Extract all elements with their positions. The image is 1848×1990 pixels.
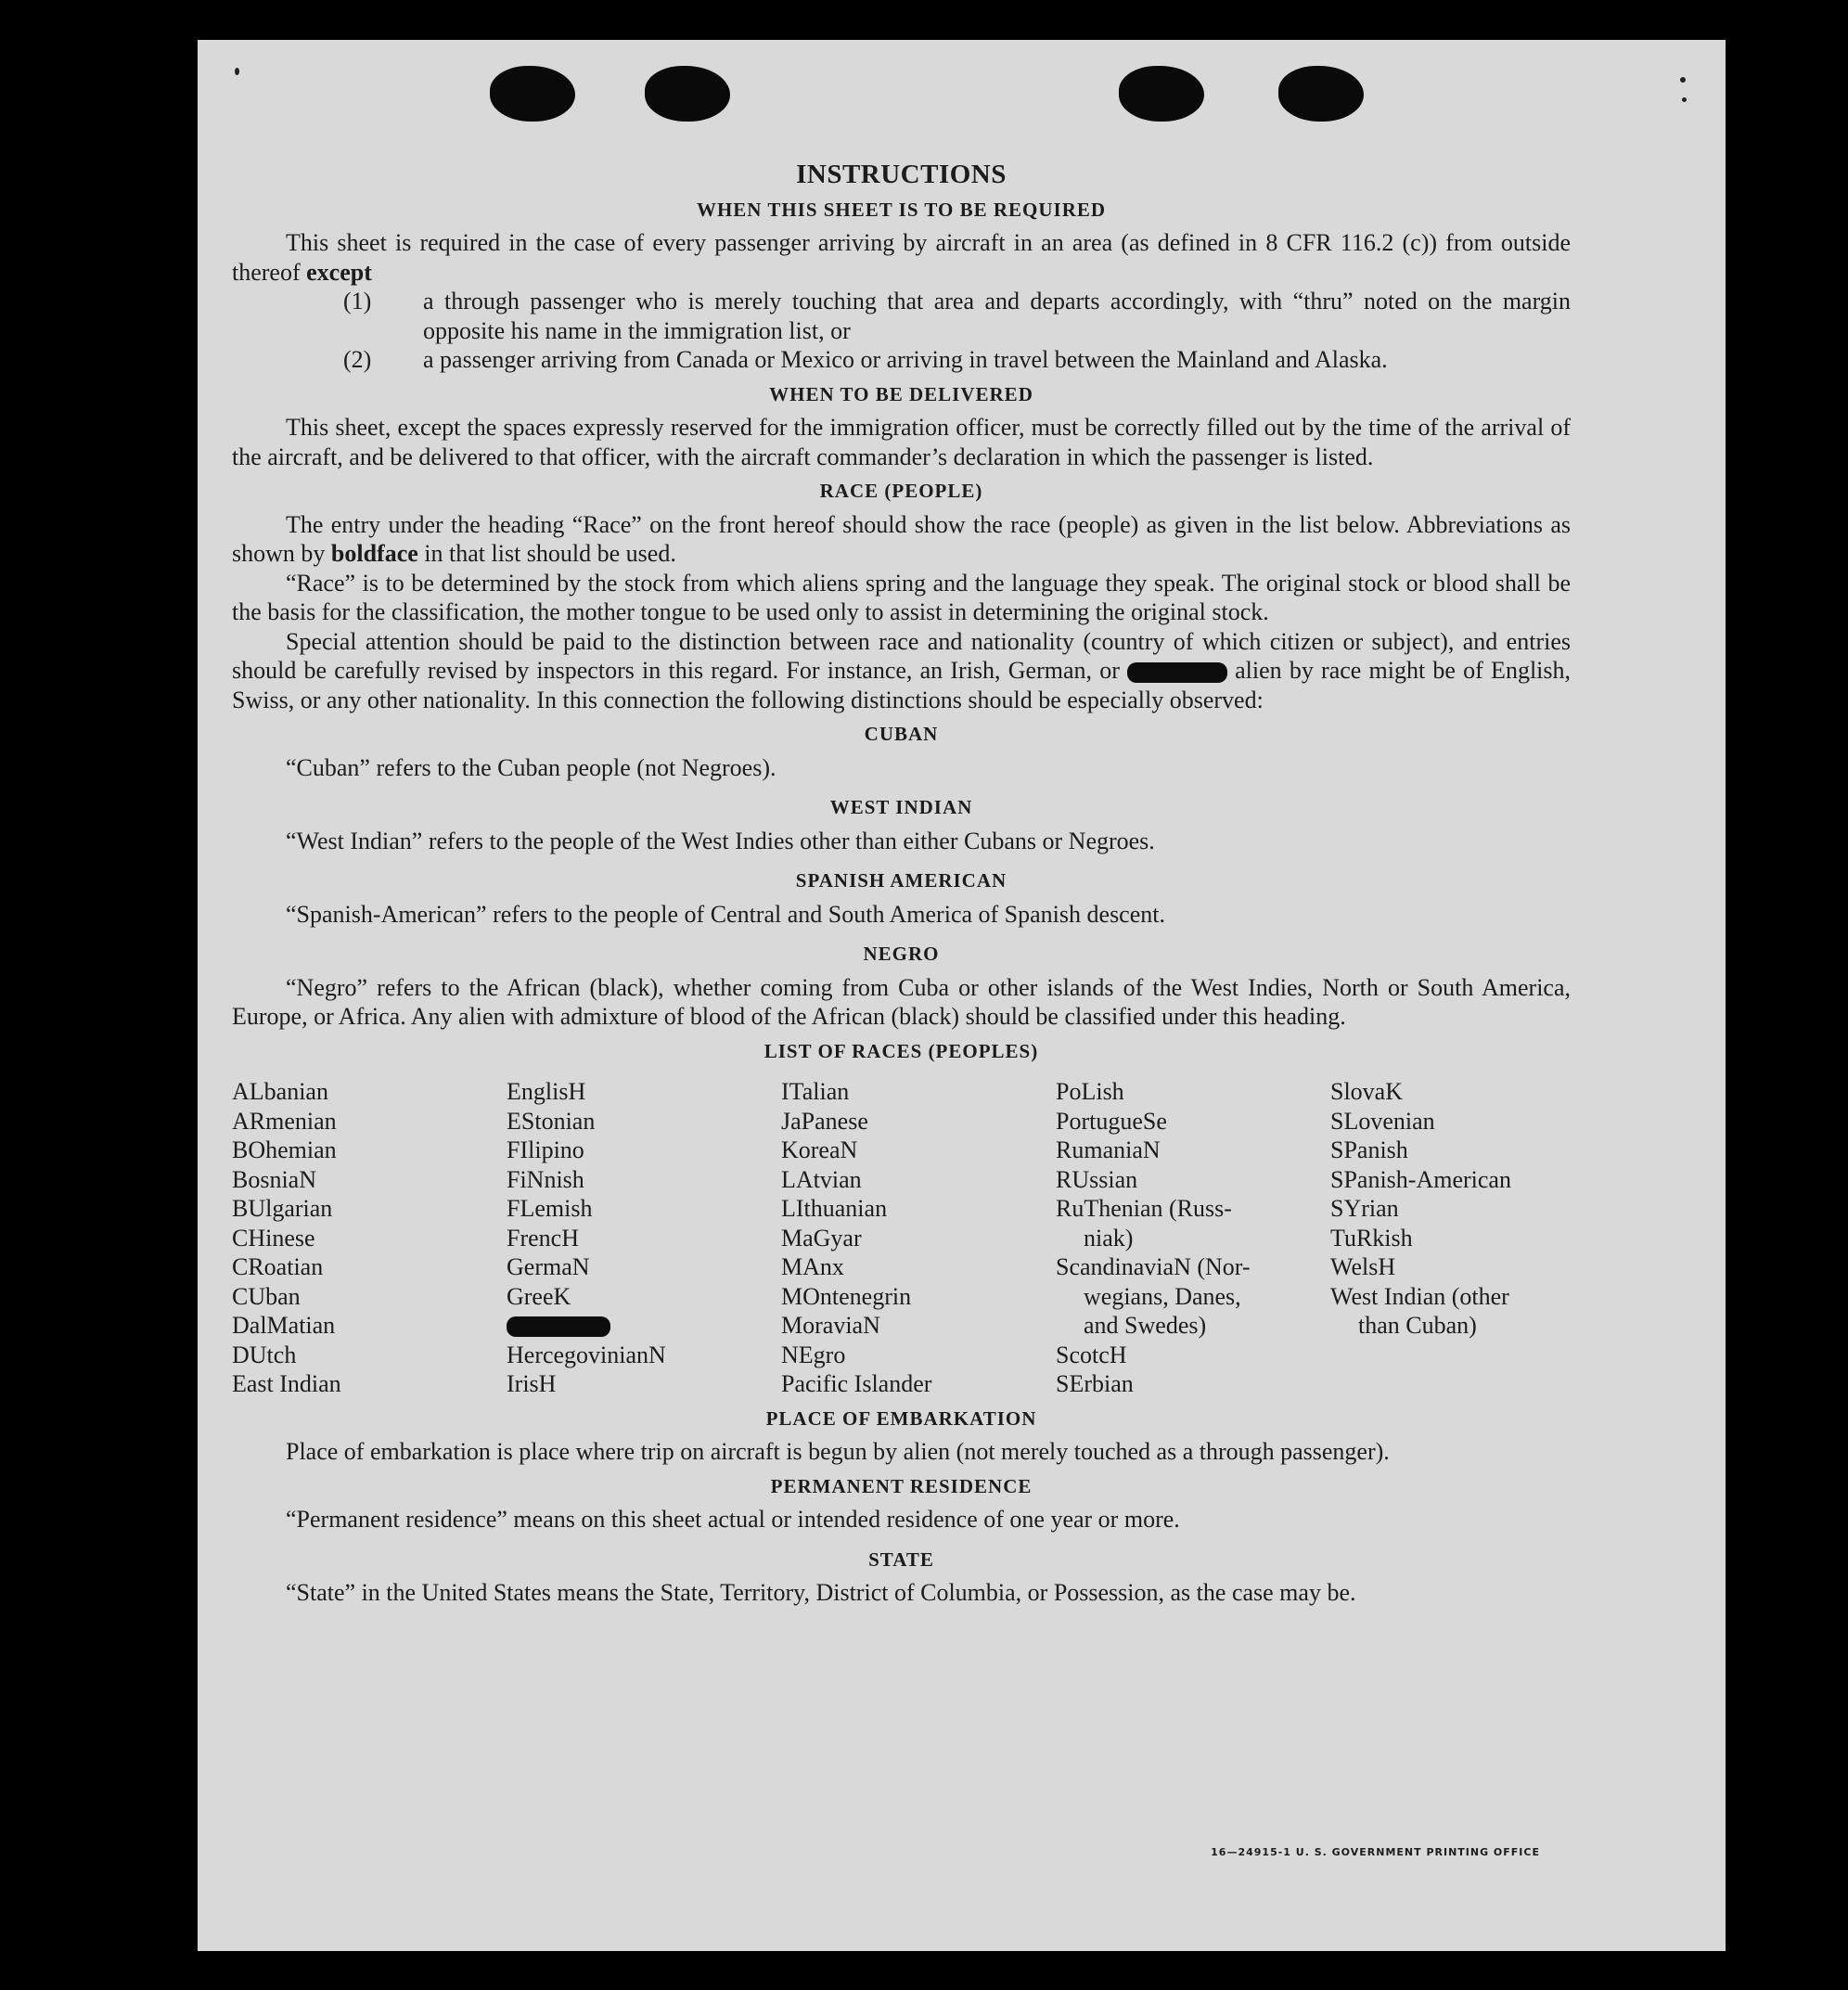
race-entry: SPanish-American bbox=[1330, 1165, 1511, 1193]
race-entry: EnglisH bbox=[507, 1078, 586, 1105]
race-p3-b: alien by race might be of English, Swiss, or any other nationality. In this connection the following distinctions should be especially observed: bbox=[232, 657, 1572, 713]
race-entry: RuThenian (Russ- bbox=[1056, 1195, 1232, 1222]
race-entry: Pacific Islander bbox=[781, 1370, 932, 1397]
race-entry: ScandinaviaN (Nor- bbox=[1056, 1253, 1251, 1280]
race-entry: EStonian bbox=[507, 1107, 596, 1135]
race-entry: GermaN bbox=[507, 1253, 590, 1280]
redaction-mark bbox=[507, 1316, 610, 1337]
race-entry-continued: niak) bbox=[1084, 1224, 1134, 1252]
item-number: (2) bbox=[343, 346, 372, 373]
race-p3-a: Special attention should be paid to the distinction between race and nationality (country of which citizen or subject), and entries should be carefully revised by inspectors in this regard. For instance, an Irish, German, or bbox=[232, 627, 1571, 684]
heading-race: RACE (PEOPLE) bbox=[819, 480, 983, 502]
race-p1-bold: boldface bbox=[330, 540, 418, 567]
required-intro-bold: except bbox=[306, 258, 372, 286]
west-indian-text: “West Indian” refers to the people of the West Indies other than either Cubans or Negroes. bbox=[286, 827, 1155, 854]
races-list bbox=[232, 1077, 1571, 1399]
race-paragraph-2: “Race” is to be determined by the stock from which aliens spring and the language they speak. The original stock or blood shall be the basis for the classification, the mother tongue to be used only to assist in determining the original stock. bbox=[232, 569, 1571, 625]
document-sheet bbox=[198, 40, 1726, 1951]
heading-cuban: CUBAN bbox=[864, 723, 939, 745]
heading-state: STATE bbox=[868, 1547, 934, 1571]
heading-embarkation: PLACE OF EMBARKATION bbox=[765, 1406, 1037, 1430]
race-entry-continued: and Swedes) bbox=[1084, 1312, 1207, 1339]
race-entry: SYrian bbox=[1330, 1195, 1399, 1222]
race-entry: SLovenian bbox=[1330, 1107, 1435, 1135]
race-entry: SErbian bbox=[1056, 1370, 1134, 1397]
race-entry: LIthuanian bbox=[781, 1195, 888, 1222]
residence-text: “Permanent residence” means on this sheet actual or intended residence of one year or more. bbox=[286, 1506, 1180, 1533]
heading-residence: PERMANENT RESIDENCE bbox=[770, 1474, 1033, 1497]
redacted-race-entry bbox=[507, 1311, 781, 1341]
race-entry: PortugueSe bbox=[1056, 1107, 1167, 1135]
races-column bbox=[507, 1077, 781, 1399]
race-entry: BOhemian bbox=[232, 1136, 337, 1163]
race-entry: CRoatian bbox=[232, 1253, 324, 1280]
race-paragraph-3 bbox=[232, 627, 1571, 715]
race-entry: LAtvian bbox=[781, 1165, 862, 1193]
race-entry: NEgro bbox=[781, 1341, 846, 1368]
race-paragraph-1 bbox=[232, 510, 1571, 569]
heading-negro: NEGRO bbox=[863, 943, 940, 965]
race-entry: FiNnish bbox=[507, 1165, 584, 1193]
race-entry: WelsH bbox=[1330, 1253, 1396, 1280]
race-entry: FLemish bbox=[507, 1195, 593, 1222]
heading-west-indian: WEST INDIAN bbox=[829, 796, 973, 818]
page-title: INSTRUCTIONS bbox=[796, 160, 1007, 189]
state-text: “State” in the United States means the State, Territory, District of Columbia, or Possession, as the case may be. bbox=[286, 1579, 1356, 1606]
punch-hole bbox=[490, 66, 575, 122]
race-entry: HercegovinianN bbox=[507, 1341, 666, 1368]
race-entry: ALbanian bbox=[232, 1078, 328, 1105]
negro-text: “Negro” refers to the African (black), whether coming from Cuba or other islands of the West Indies, North or South America, Europe, or Africa. Any alien with admixture of blood of the African (black) should be classified under this heading. bbox=[232, 973, 1571, 1030]
race-entry: JaPanese bbox=[781, 1107, 868, 1135]
heading-delivered: WHEN TO BE DELIVERED bbox=[769, 382, 1033, 405]
race-entry: BUlgarian bbox=[232, 1195, 333, 1222]
race-entry: PoLish bbox=[1056, 1078, 1124, 1105]
delivered-text: This sheet, except the spaces expressly reserved for the immigration officer, must be correctly filled out by the time of the arrival of the aircraft, and be delivered to that officer, with the aircraft commander’s declaration in which the passenger is listed. bbox=[232, 414, 1571, 470]
cuban-text: “Cuban” refers to the Cuban people (not Negroes). bbox=[286, 753, 776, 781]
required-intro bbox=[232, 228, 1571, 287]
required-intro-text: This sheet is required in the case of every passenger arriving by aircraft in an area (as defined in 8 CFR 116.2 (c)) from outside thereof bbox=[232, 229, 1571, 286]
race-entry: MOntenegrin bbox=[781, 1282, 912, 1310]
race-entry: RumaniaN bbox=[1056, 1136, 1161, 1163]
race-entry: MaGyar bbox=[781, 1224, 862, 1252]
races-column bbox=[232, 1077, 507, 1399]
race-entry: DalMatian bbox=[232, 1312, 336, 1339]
item-text: a passenger arriving from Canada or Mexico or arriving in travel between the Mainland and Alaska. bbox=[423, 346, 1388, 373]
race-entry: SPanish bbox=[1330, 1136, 1408, 1163]
race-entry: RUssian bbox=[1056, 1165, 1138, 1193]
speck bbox=[1682, 97, 1687, 102]
races-column bbox=[1056, 1077, 1330, 1399]
embarkation-text: Place of embarkation is place where trip on aircraft is begun by alien (not merely touched as a through passenger). bbox=[286, 1438, 1390, 1465]
race-entry: SlovaK bbox=[1330, 1078, 1403, 1105]
race-entry-continued: wegians, Danes, bbox=[1084, 1282, 1241, 1310]
race-entry: MAnx bbox=[781, 1253, 844, 1280]
race-entry: KoreaN bbox=[781, 1136, 858, 1163]
race-entry: West Indian (other bbox=[1330, 1282, 1509, 1310]
race-entry: ARmenian bbox=[232, 1107, 337, 1135]
race-entry: GreeK bbox=[507, 1282, 571, 1310]
race-entry: ITalian bbox=[781, 1078, 850, 1105]
race-p1-a: The entry under the heading “Race” on the front hereof should show the race (people) as given in the list below. Abbreviations as shown by bbox=[232, 510, 1571, 567]
heading-spanish-american: SPANISH AMERICAN bbox=[795, 869, 1007, 892]
speck bbox=[235, 68, 239, 75]
race-entry: TuRkish bbox=[1330, 1224, 1413, 1252]
race-entry: CHinese bbox=[232, 1224, 315, 1252]
instructions-content bbox=[232, 160, 1571, 1608]
required-item-2 bbox=[232, 345, 1571, 375]
race-entry: CUban bbox=[232, 1282, 301, 1310]
punch-hole bbox=[645, 66, 730, 122]
race-entry-continued: than Cuban) bbox=[1358, 1312, 1477, 1339]
spanish-american-text: “Spanish-American” refers to the people of Central and South America of Spanish descent. bbox=[286, 900, 1165, 928]
race-entry: MoraviaN bbox=[781, 1312, 880, 1339]
race-p1-b: in that list should be used. bbox=[424, 540, 676, 567]
races-column bbox=[1330, 1077, 1605, 1399]
punch-hole bbox=[1119, 66, 1204, 122]
race-entry: DUtch bbox=[232, 1341, 297, 1368]
item-text: a through passenger who is merely touching that area and departs accordingly, with “thru” noted on the margin opposite his name in the immigration list, or bbox=[423, 288, 1571, 344]
heading-required: WHEN THIS SHEET IS TO BE REQUIRED bbox=[696, 198, 1107, 221]
required-item-1 bbox=[232, 287, 1571, 345]
item-number: (1) bbox=[343, 288, 372, 315]
punch-hole bbox=[1278, 66, 1364, 122]
race-entry: FrencH bbox=[507, 1224, 579, 1252]
printing-office-code: 16—24915-1 U. S. GOVERNMENT PRINTING OFFICE bbox=[1211, 1846, 1540, 1858]
redaction-mark bbox=[1127, 662, 1227, 683]
race-entry: BosniaN bbox=[232, 1165, 316, 1193]
races-column bbox=[781, 1077, 1056, 1399]
race-entry: ScotcH bbox=[1056, 1341, 1127, 1368]
race-entry: IrisH bbox=[507, 1370, 557, 1397]
race-entry: East Indian bbox=[232, 1370, 341, 1397]
race-entry: FIlipino bbox=[507, 1136, 584, 1163]
heading-list-of-races: LIST OF RACES (PEOPLES) bbox=[764, 1039, 1039, 1062]
speck bbox=[1680, 77, 1686, 83]
